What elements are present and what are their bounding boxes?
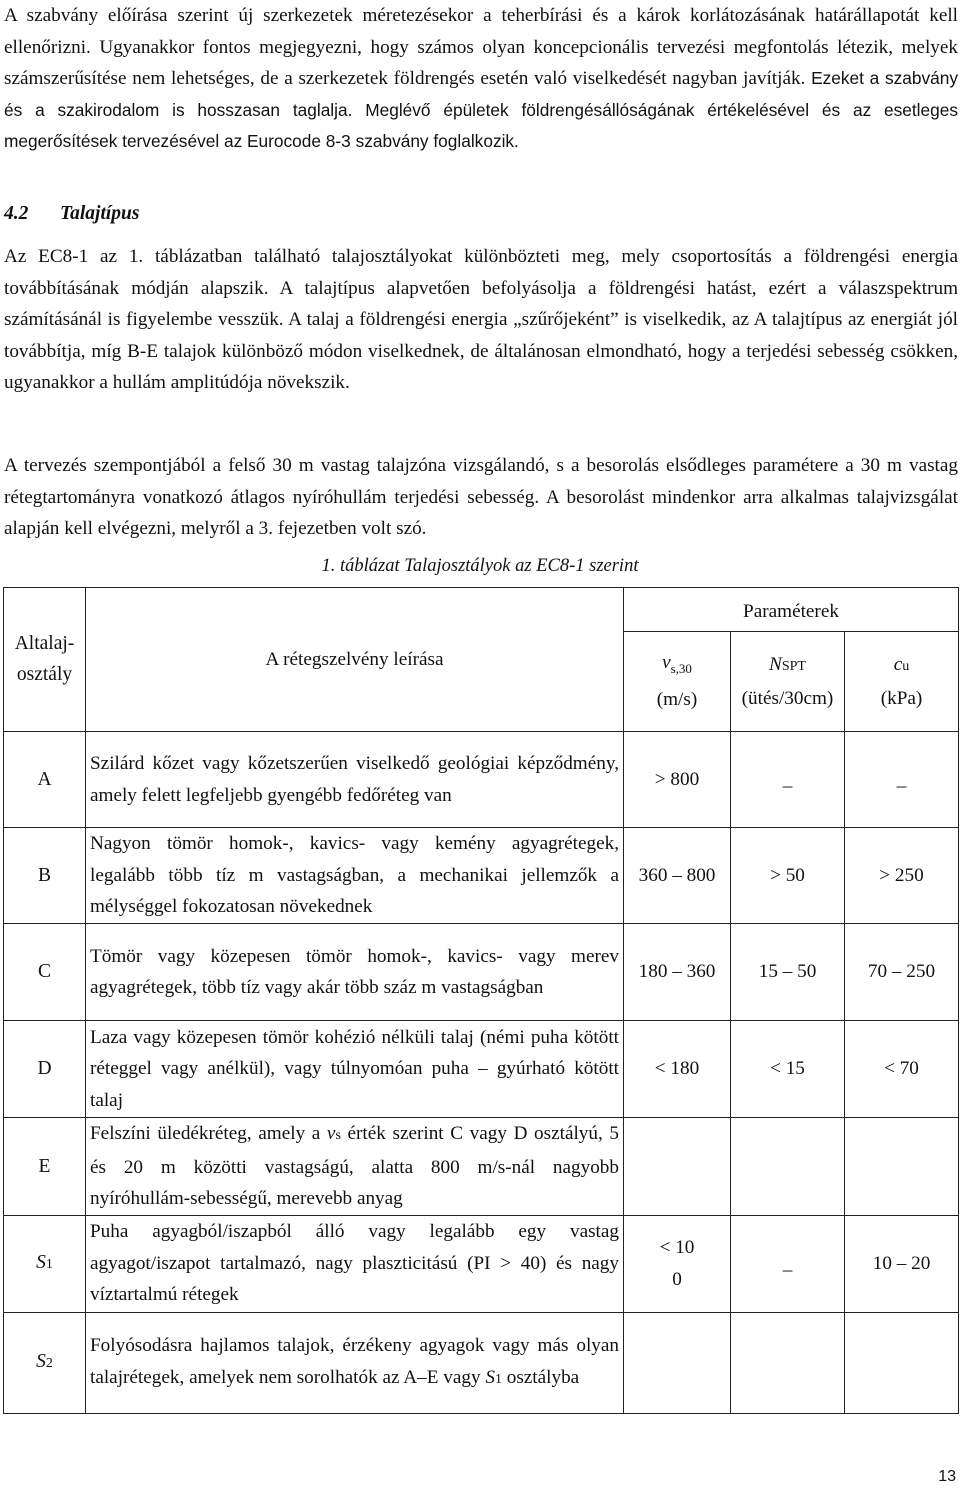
row-cu: 10 – 20 <box>845 1215 959 1312</box>
row-class: C <box>4 924 86 1021</box>
row-vs30: < 10 0 <box>624 1215 731 1312</box>
row-class: B <box>4 828 86 924</box>
row-cu: > 250 <box>845 828 959 924</box>
table-row <box>4 1215 959 1312</box>
header-cu: cu (kPa) <box>845 632 959 732</box>
row-description: Nagyon tömör homok-, kavics- vagy kemény agyagrétegek, legalább több tíz m vastagságban, a mechanikai jellemzők a mélységgel fokozatosan növekednek <box>86 828 624 924</box>
row-description: Felszíni üledékréteg, amely a vs érték szerint C vagy D osztályú, 5 és 20 m közötti vastagságú, alatta 800 m/s-nál nagyobb nyíróhullám-sebességű, merevebb anyag <box>86 1118 624 1216</box>
row-cu: _ <box>845 732 959 828</box>
header-description: A rétegszelvény leírása <box>86 588 624 732</box>
table-row <box>4 1021 959 1118</box>
intro-paragraph-serif: A szabvány előírása szerint új szerkezetek méretezésekor a teherbírási és a károk korlátozásának határállapotát kell ellenőrizni. Ugyanakkor fontos megjegyezni, hogy számos olyan koncepcionális tervezési megfontolás létezik, melyek számszerűsítése nem lehetséges, de a szerkezetek földrengés esetén való viselkedését nagyban javítják. <box>4 5 958 89</box>
section-title: Talajtípus <box>60 203 140 224</box>
table-row <box>4 1118 959 1216</box>
intro-paragraph-sans: Ezeket a szabvány és a szakirodalom is hosszasan taglalja. Meglévő épületek földrengésállóságának értékelésével és az esetleges megerősítések tervezésével az Eurocode 8-3 szabvány foglalkozik. <box>4 68 958 151</box>
intro-paragraph <box>4 0 958 158</box>
row-nspt: 15 – 50 <box>731 924 845 1021</box>
row-vs30: < 180 <box>624 1021 731 1118</box>
row-vs30 <box>624 1118 731 1216</box>
table-caption: 1. táblázat Talajosztályok az EC8-1 szerint <box>321 556 639 576</box>
row-nspt: < 15 <box>731 1021 845 1118</box>
row-nspt <box>731 1312 845 1413</box>
row-nspt: > 50 <box>731 828 845 924</box>
page-number: 13 <box>938 1468 956 1485</box>
table-row <box>4 732 959 828</box>
row-description: Laza vagy közepesen tömör kohézió nélküli talaj (némi puha kötött réteggel vagy anélkül), vagy túlnyomóan puha – gyúrható kötött talaj <box>86 1021 624 1118</box>
row-nspt: _ <box>731 732 845 828</box>
header-class: Altalaj-osztály <box>4 588 86 732</box>
row-description: Folyósodásra hajlamos talajok, érzékeny agyagok vagy más olyan talajrétegek, amelyek nem sorolhatók az A–E vagy S1 osztályba <box>86 1312 624 1413</box>
section-heading <box>4 203 139 225</box>
section-number: 4.2 <box>4 203 29 224</box>
row-class: D <box>4 1021 86 1118</box>
header-nspt: NSPT (ütés/30cm) <box>731 632 845 732</box>
soil-type-paragraph: Az EC8-1 az 1. táblázatban található talajosztályokat különbözteti meg, mely csoportosítás a földrengési energia továbbításának módján alapszik. A talajtípus alapvetően befolyásolja a földrengési hatást, ezért a válaszspektrum számításánál is figyelembe vesszük. A talaj a földrengési energia „szűrőjeként” is viselkedik, az A talajtípus az energiát jól továbbítja, míg B-E talajok különböző módon viselkednek, de általánosan elmondható, hogy a terjedési sebesség csökken, ugyanakkor a hullám amplitúdója növekszik. <box>4 246 958 393</box>
row-vs30: 360 – 800 <box>624 828 731 924</box>
design-paragraph: A tervezés szempontjából a felső 30 m vastag talajzóna vizsgálandó, s a besorolás elsődleges paramétere a 30 m vastag rétegtartományra vonatkozó átlagos nyíróhullám terjedési sebesség. A besorolást mindenkor arra alkalmas talajvizsgálat alapján kell elvégezni, melyről a 3. fejezetben volt szó. <box>4 455 958 539</box>
row-cu <box>845 1118 959 1216</box>
row-vs30: 180 – 360 <box>624 924 731 1021</box>
row-cu <box>845 1312 959 1413</box>
row-class: E <box>4 1118 86 1216</box>
row-cu: 70 – 250 <box>845 924 959 1021</box>
row-class: S2 <box>4 1312 86 1413</box>
row-class: S1 <box>4 1215 86 1312</box>
table-row <box>4 924 959 1021</box>
row-vs30 <box>624 1312 731 1413</box>
row-vs30: > 800 <box>624 732 731 828</box>
soil-class-table <box>3 587 959 1414</box>
row-class: A <box>4 732 86 828</box>
table-header-row <box>4 588 959 632</box>
row-nspt: _ <box>731 1215 845 1312</box>
table-row <box>4 1312 959 1413</box>
header-vs30: $v_{s,30}$ (m/s) <box>624 632 731 732</box>
row-description: Szilárd kőzet vagy kőzetszerűen viselkedő geológiai képződmény, amely felett legfeljebb gyengébb fedőréteg van <box>86 732 624 828</box>
header-parameters: Paraméterek <box>624 588 959 632</box>
row-description: Tömör vagy közepesen tömör homok-, kavics- vagy merev agyagrétegek, több tíz vagy akár több száz m vastagságban <box>86 924 624 1021</box>
row-description: Puha agyagból/iszapból álló vagy legalább egy vastag agyagot/iszapot tartalmazó, nagy plaszticitású (PI > 40) és nagy víztartalmú rétegek <box>86 1215 624 1312</box>
row-cu: < 70 <box>845 1021 959 1118</box>
table-row <box>4 828 959 924</box>
row-nspt <box>731 1118 845 1216</box>
